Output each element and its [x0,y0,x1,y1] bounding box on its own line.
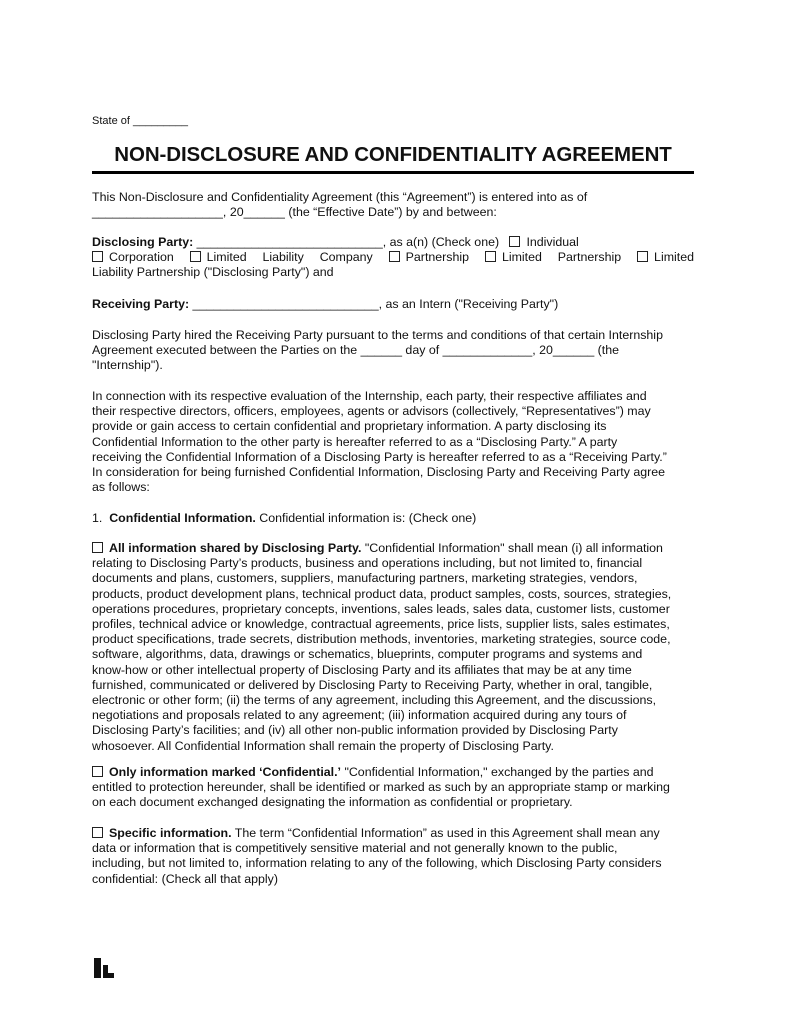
entity-option [92,250,174,264]
option-corporation-label: Corporation [109,250,174,265]
paragraph-line: their respective directors, officers, employees, agents or advisors (collectively, “Representatives”) may [92,404,651,419]
paragraph-line: as follows: [92,480,150,495]
option-llc-label: Limited Liability Company [206,250,373,265]
connection-paragraph [92,389,694,495]
option-marked-first-line [92,765,694,780]
checkbox-corporation[interactable] [92,251,103,262]
section-title: Confidential Information. [109,511,256,525]
paragraph-line: including, but not limited to, information relating to any of the following, which Disclosing Party considers [92,856,662,871]
section-1-heading [92,511,694,526]
option-marked-heading: Only information marked ‘Confidential.’ [109,765,342,779]
paragraph-line: products, product development plans, technical product data, product samples, costs, sources, strategies, [92,586,672,601]
paragraph-line: software, algorithms, data, drawings or schematics, blueprints, computer programs and systems and [92,647,643,662]
intro-paragraph [92,190,694,220]
option-lp-label: Limited Partnership [501,250,622,265]
checkbox-limited-partnership[interactable] [485,251,496,262]
disclosing-party-line: Liability Partnership ("Disclosing Party") and [92,265,334,280]
option-marked-text: "Confidential Information," exchanged by the parties and [341,765,654,779]
paragraph-line: entitled to protection hereunder, shall be identified or marked as such by an appropriate stamp or marking [92,780,670,795]
paragraph-line: provide or gain access to certain confidential and proprietary information. A party disclosing its [92,419,607,434]
internship-line: "Internship"). [92,358,163,373]
paragraph-line: data or information that is competitively sensitive material and not generally known to the public, [92,841,618,856]
option-specific-heading: Specific information. [109,826,232,840]
receiving-party-line [92,297,694,312]
option-all-heading: All information shared by Disclosing Party. [109,541,362,555]
paragraph-line: product specifications, trade secrets, distribution methods, inventories, marketing strategies, source code, [92,632,671,647]
section-1-line [92,511,694,526]
internship-line: Disclosing Party hired the Receiving Party pursuant to the terms and conditions of that certain Internship [92,328,663,342]
paragraph-line: whosoever. All Confidential Information shall remain the property of Disclosing Party. [92,738,554,753]
paragraph-line: electronic or other form; (ii) the terms of any agreement, including this Agreement, and the discussions, [92,693,657,708]
paragraph-line: furnished, communicated or delivered by Disclosing Party to Receiving Party, whether in oral, tangible, [92,677,653,692]
title-divider [92,171,694,174]
intro-line: This Non-Disclosure and Confidentiality Agreement (this “Agreement”) is entered into as of [92,190,588,204]
option-all-text: "Confidential Information" shall mean (i) all information [361,541,663,555]
option-specific-text: The term “Confidential Information” as used in this Agreement shall mean any [231,826,660,840]
checkbox-marked-confidential[interactable] [92,766,103,777]
paragraph-line: operations procedures, proprietary concepts, inventions, sales leads, sales data, customer lists, customer [92,601,670,616]
paragraph-line: profiles, technical advice or knowledge, contractual agreements, price lists, supplier lists, sales estimates, [92,617,670,632]
paragraph-line: In connection with its respective evaluation of the Internship, each party, their respective affiliates and [92,389,647,403]
receiving-party-text: ___________________________, as an Intern ("Receiving Party") [189,297,559,311]
paragraph-line: documents and plans, customers, suppliers, manufacturing partners, marketing strategies, vendors, [92,571,638,586]
paragraph-line: on each document exchanged designating the information as confidential or proprietary. [92,795,573,810]
option-specific-first-line [92,826,694,841]
paragraph-line: receiving the Confidential Information of a Disclosing Party is hereafter referred to as a “Receiving Party.” [92,449,667,464]
paragraph-line: In consideration for being furnished Confidential Information, Disclosing Party and Receiving Party agree [92,465,666,480]
section-text: Confidential information is: (Check one) [255,511,477,525]
paragraph-line: negotiations and proposals related to any agreement; (iii) information acquired during any tours of [92,708,627,723]
internship-paragraph [92,328,694,374]
receiving-party-label: Receiving Party: [92,297,190,311]
option-all-first-line [92,541,694,556]
option-llp-label: Limited [654,250,694,265]
checkbox-all-information[interactable] [92,542,103,553]
option-individual-label: Individual [526,235,579,249]
paragraph-line: know-how or other intellectual property of Disclosing Party and its affiliates that may be at any time [92,662,632,677]
checkbox-llc[interactable] [190,251,201,262]
option-specific-information [92,826,694,887]
paragraph-line: relating to Disclosing Party’s products, business and operations including, but not limited to, financial [92,556,643,571]
receiving-party-paragraph [92,297,694,312]
brand-logo-icon [94,958,114,978]
checkbox-partnership[interactable] [389,251,400,262]
paragraph-line: confidential: (Check all that apply) [92,871,278,886]
option-all-information [92,541,694,754]
option-partnership-label: Partnership [405,250,470,265]
entity-option [389,250,469,264]
state-line: State of _________ [92,115,189,127]
disclosing-party-text: ___________________________, as a(n) (Check one) [193,235,500,249]
paragraph-line: Disclosing Party’s facilities; and (iv) all other non-public information provided by Disclosing Party [92,723,618,738]
section-number: 1. [92,511,103,525]
entity-option [637,250,694,264]
checkbox-individual[interactable] [509,236,520,247]
disclosing-party-label: Disclosing Party: [92,235,194,249]
checkbox-llp[interactable] [637,251,648,262]
entity-options-line [92,250,694,265]
entity-option [190,250,373,264]
checkbox-specific-information[interactable] [92,827,103,838]
option-marked-confidential [92,765,694,811]
internship-line: Agreement executed between the Parties on the ______ day of _____________, 20______ (the [92,343,620,358]
disclosing-party-paragraph [92,235,694,281]
document-title: NON-DISCLOSURE AND CONFIDENTIALITY AGREEMENT [114,143,672,166]
intro-line: ___________________, 20______ (the “Effective Date”) by and between: [92,205,497,220]
paragraph-line: Confidential Information to the other party is hereafter referred to as a “Disclosing Party.” A party [92,434,618,449]
entity-option [485,250,621,264]
disclosing-party-line [92,235,694,250]
